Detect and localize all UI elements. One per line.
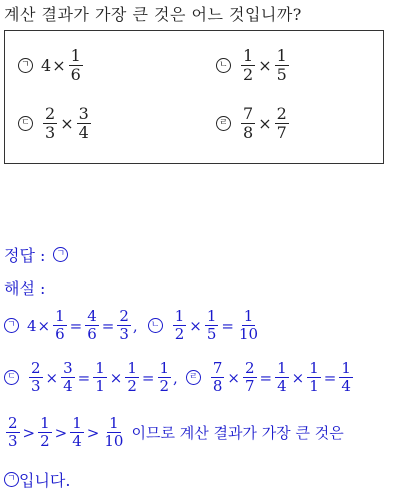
fraction [211,360,225,396]
fraction [85,308,99,344]
denominator: 5 [276,65,287,85]
fraction [173,308,187,344]
option-b-fraction-1 [241,47,255,85]
equals-sign: = [77,368,91,387]
greater-than-sign: > [22,423,36,442]
times-sign: × [258,56,272,76]
equals-sign: = [101,316,115,335]
fraction [125,360,139,396]
equals-sign: = [141,368,155,387]
fraction [102,415,125,451]
fraction [93,360,107,396]
denominator: 10 [238,325,259,344]
denominator: 10 [104,432,124,451]
marker-b: ㄴ [148,318,163,333]
fraction [205,308,219,344]
option-c-fraction-1 [43,105,57,143]
denominator: 5 [206,325,217,344]
option-a-fraction [69,47,83,85]
denominator: 4 [63,377,73,396]
times-sign: × [52,56,66,76]
answer-label: 정답 : [4,246,46,265]
numerator: 1 [95,359,105,377]
times-sign: × [37,316,51,335]
numerator: 4 [87,307,97,325]
times-sign: × [227,368,240,387]
fraction [307,360,321,396]
denominator: 4 [78,123,89,143]
numerator: 1 [309,359,319,377]
denominator: 3 [119,325,129,344]
fraction [70,415,84,451]
denominator: 6 [87,325,97,344]
times-sign: × [291,368,305,387]
numerator: 2 [119,307,129,325]
option-d-fraction-1 [241,105,255,143]
explanation-line-2 [4,360,355,396]
denominator: 4 [72,432,82,451]
numerator: 1 [206,307,217,325]
numerator: 7 [212,359,223,377]
answer-marker: ㄱ [4,472,19,487]
option-a-whole: 4 [41,56,52,76]
times-sign: × [45,368,59,387]
fraction [158,360,172,396]
marker-a: ㄱ [18,58,33,73]
denominator: 4 [277,377,287,396]
option-b [216,47,291,85]
equals-sign: = [259,368,273,387]
greater-than-sign: > [86,423,100,442]
explanation-line-3 [4,415,344,451]
final-text: 입니다. [19,471,71,490]
times-sign: × [60,114,74,134]
numerator: 1 [127,359,137,377]
fraction [53,308,67,344]
numerator: 1 [109,414,119,432]
whole-number: 4 [27,316,37,335]
numerator: 1 [70,46,81,65]
numerator: 1 [243,46,254,65]
answer-line [4,243,76,266]
marker-a: ㄱ [4,318,19,333]
explanation-label: 해설 : [4,279,46,298]
marker-d: ㄹ [186,370,201,385]
numerator: 2 [31,359,41,377]
numerator: 1 [40,414,50,432]
fraction [6,415,20,451]
denominator: 6 [70,65,81,85]
numerator: 2 [276,104,287,123]
denominator: 1 [309,377,319,396]
fraction [61,360,75,396]
numerator: 3 [78,104,89,123]
denominator: 4 [341,377,351,396]
numerator: 1 [276,46,287,65]
times-sign: × [258,114,272,134]
denominator: 8 [243,123,254,143]
denominator: 2 [159,377,170,396]
option-c [18,105,93,143]
numerator: 2 [244,359,255,377]
greater-than-sign: > [54,423,68,442]
numerator: 1 [341,359,351,377]
explanation-final [4,468,70,491]
denominator: 3 [31,377,41,396]
option-d-fraction-2 [275,105,289,143]
equals-sign: = [69,316,83,335]
explanation-line-1 [4,308,262,344]
option-d [216,105,291,143]
fraction [339,360,353,396]
numerator: 2 [8,414,18,432]
fraction [117,308,131,344]
fraction [38,415,52,451]
denominator: 3 [8,432,18,451]
option-a [18,47,85,85]
denominator: 1 [95,377,105,396]
marker-c: ㄷ [18,116,33,131]
marker-b: ㄴ [216,58,231,73]
times-sign: × [189,316,202,335]
comma: , [173,368,178,387]
marker-d: ㄹ [216,116,231,131]
denominator: 2 [174,325,185,344]
denominator: 2 [243,65,254,85]
conclusion-text: 이므로 계산 결과가 가장 큰 것은 [131,424,344,443]
numerator: 1 [72,414,82,432]
numerator: 1 [277,359,287,377]
denominator: 6 [55,325,65,344]
numerator: 1 [159,359,170,377]
denominator: 3 [45,123,56,143]
numerator: 1 [55,307,65,325]
denominator: 8 [212,377,223,396]
option-b-fraction-2 [275,47,289,85]
fraction [243,360,257,396]
denominator: 7 [276,123,287,143]
numerator: 2 [45,104,56,123]
denominator: 2 [127,377,137,396]
numerator: 7 [243,104,254,123]
answer-marker: ㄱ [53,247,68,262]
times-sign: × [109,368,123,387]
fraction [275,360,289,396]
denominator: 7 [244,377,255,396]
question-text: 계산 결과가 가장 큰 것은 어느 것입니까? [4,5,302,24]
equals-sign: = [221,316,234,335]
marker-c: ㄷ [4,370,19,385]
fraction [29,360,43,396]
denominator: 2 [40,432,50,451]
equals-sign: = [323,368,337,387]
numerator: 1 [174,307,185,325]
comma: , [132,316,138,335]
numerator: 3 [63,359,73,377]
option-c-fraction-2 [77,105,91,143]
numerator: 1 [243,307,254,325]
fraction [237,308,260,344]
